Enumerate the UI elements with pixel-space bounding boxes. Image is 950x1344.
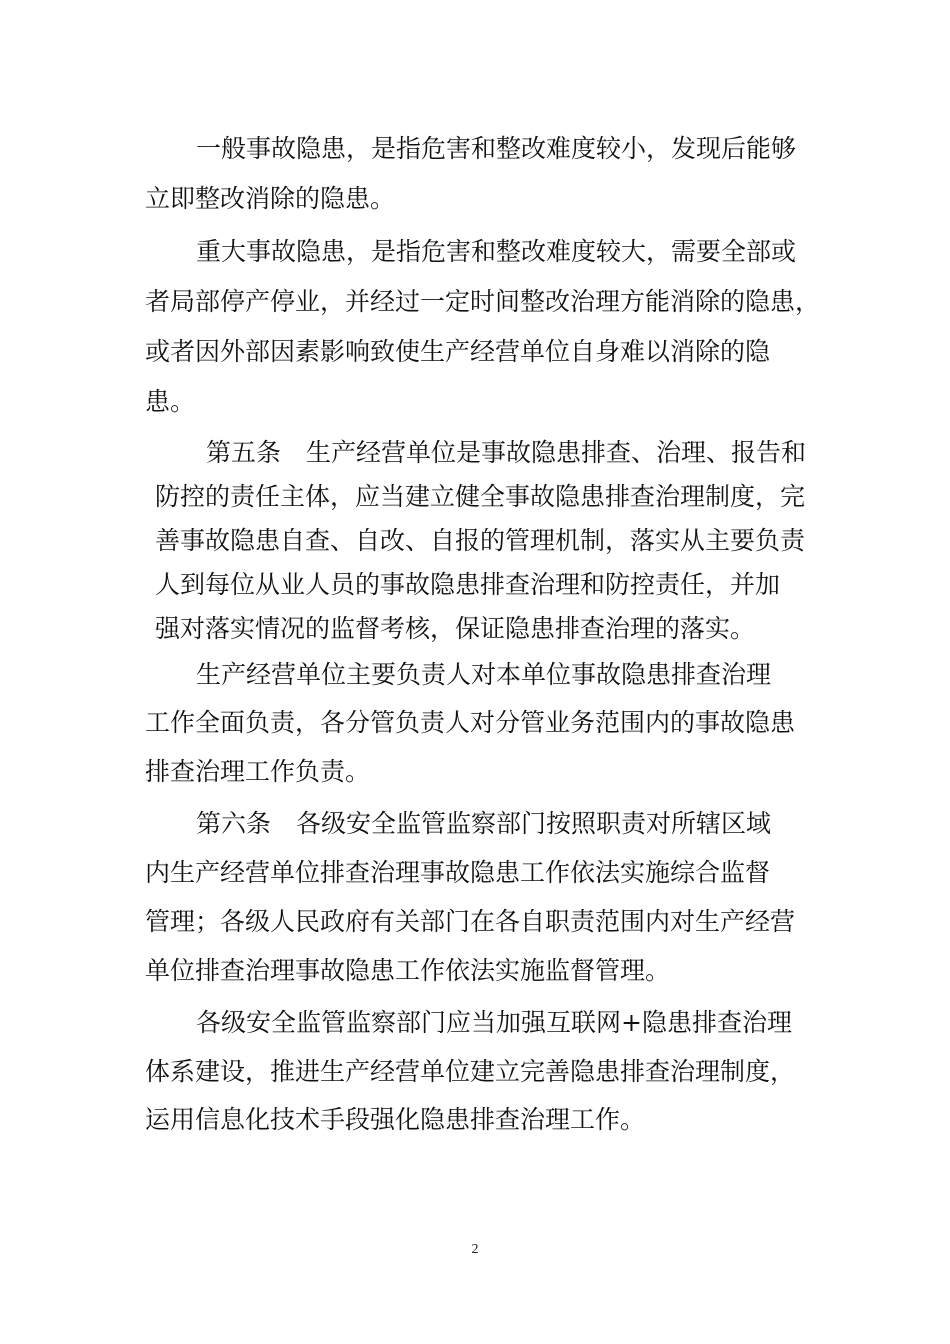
page-number: 2 xyxy=(471,1242,479,1257)
paragraph-line: 者局部停产停业，并经过一定时间整改治理方能消除的隐患， xyxy=(145,287,821,316)
paragraph-line: 运用信息化技术手段强化隐患排查治理工作。 xyxy=(145,1105,646,1134)
paragraph-line: 立即整改消除的隐患。 xyxy=(145,184,396,213)
paragraph-line: 患。 xyxy=(145,387,196,416)
article-five-line: 第五条 生产经营单位是事故隐患排查、治理、报告和 xyxy=(206,438,807,467)
paragraph-line: 防控的责任主体，应当建立健全事故隐患排查治理制度，完 xyxy=(155,482,806,511)
paragraph-line: 排查治理工作负责。 xyxy=(145,757,371,786)
paragraph-line: 一般事故隐患，是指危害和整改难度较小，发现后能够 xyxy=(196,134,797,163)
paragraph-line: 体系建设，推进生产经营单位建立完善隐患排查治理制度， xyxy=(145,1057,796,1086)
paragraph-line: 内生产经营单位排查治理事故隐患工作依法实施综合监督 xyxy=(145,858,771,887)
article-six-line: 第六条 各级安全监管监察部门按照职责对所辖区域 xyxy=(196,809,772,838)
paragraph-line: 强对落实情况的监督考核，保证隐患排查治理的落实。 xyxy=(155,614,756,643)
paragraph-line: 重大事故隐患，是指危害和整改难度较大，需要全部或 xyxy=(196,237,797,266)
paragraph-line: 各级安全监管监察部门应当加强互联网+隐患排查治理 xyxy=(196,1008,792,1037)
paragraph-line: 工作全面负责，各分管负责人对分管业务范围内的事故隐患 xyxy=(145,708,796,737)
paragraph-line: 人到每位从业人员的事故隐患排查治理和防控责任，并加 xyxy=(155,570,781,599)
paragraph-line: 或者因外部因素影响致使生产经营单位自身难以消除的隐 xyxy=(145,337,771,366)
paragraph-line: 善事故隐患自查、自改、自报的管理机制，落实从主要负责 xyxy=(155,526,806,555)
paragraph-line: 生产经营单位主要负责人对本单位事故隐患排查治理 xyxy=(196,660,772,689)
paragraph-line: 单位排查治理事故隐患工作依法实施监督管理。 xyxy=(145,956,671,985)
paragraph-line: 管理；各级人民政府有关部门在各自职责范围内对生产经营 xyxy=(145,907,796,936)
